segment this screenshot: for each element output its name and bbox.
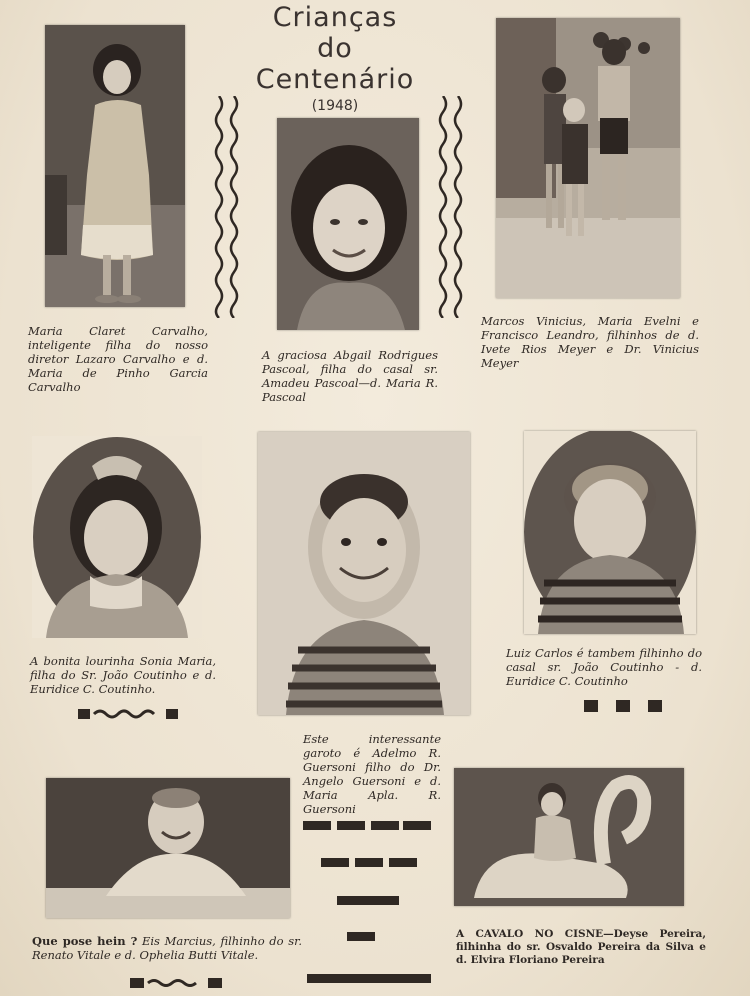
caption-adelmo: Este interessante garoto é Adelmo R. Guersoni filho do Dr. Angelo Guersoni e d. Maria Apla. R. Guersoni xyxy=(303,732,441,816)
caption-marcos: Marcos Vinicius, Maria Evelni e Francisco Leandro, filhinhos de d. Ivete Rios Meyer e Dr. Vinicius Meyer xyxy=(481,314,699,370)
photo-marcius xyxy=(46,778,290,918)
title-line-1: Crianças xyxy=(272,2,398,33)
photo-meyer-children xyxy=(496,18,680,298)
photo-deyse xyxy=(454,768,684,906)
photo-adelmo xyxy=(258,432,470,715)
caption-deyse: A CAVALO NO CISNE—Deyse Pereira, filhinha do sr. Osvaldo Pereira da Silva e d. Elvira Floriano Pereira xyxy=(456,928,706,966)
title-year: (1948) xyxy=(311,98,359,114)
photo-luiz-carlos xyxy=(524,431,696,634)
ornament-wave-sonia xyxy=(78,706,180,722)
caption-abgail: A graciosa Abgail Rodrigues Pascoal, filha do casal sr. Amadeu Pascoal—d. Maria R. Pascoal xyxy=(262,348,438,404)
wavy-ornament-right xyxy=(436,96,466,318)
ornament-stack xyxy=(303,818,433,988)
ornament-bottom-left xyxy=(130,976,224,990)
photo-maria-claret xyxy=(45,25,185,307)
caption-marcius-lead: Que pose hein ? xyxy=(32,934,138,948)
title-line-3: Centenário xyxy=(255,64,415,95)
photo-sonia-maria xyxy=(32,436,202,638)
photo-abgail xyxy=(277,118,419,330)
caption-sonia: A bonita lourinha Sonia Maria, filha do Sr. João Coutinho e d. Euridice C. Coutinho. xyxy=(30,654,216,696)
wavy-ornament-left xyxy=(212,96,242,318)
ornament-luiz xyxy=(584,698,662,714)
caption-luiz: Luiz Carlos é tambem filhinho do casal sr. João Coutinho - d. Euridice C. Coutinho xyxy=(506,646,702,688)
page-title xyxy=(230,2,440,115)
caption-maria-claret: Maria Claret Carvalho, inteligente filha do nosso diretor Lazaro Carvalho e d. Maria de Pinho Garcia Carvalho xyxy=(28,324,208,394)
caption-marcius-text: Eis Marcius, filhinho do sr. Renato Vitale e d. Ophelia Butti Vitale. xyxy=(32,934,302,962)
title-line-2: do xyxy=(317,33,353,64)
caption-marcius xyxy=(32,934,302,962)
